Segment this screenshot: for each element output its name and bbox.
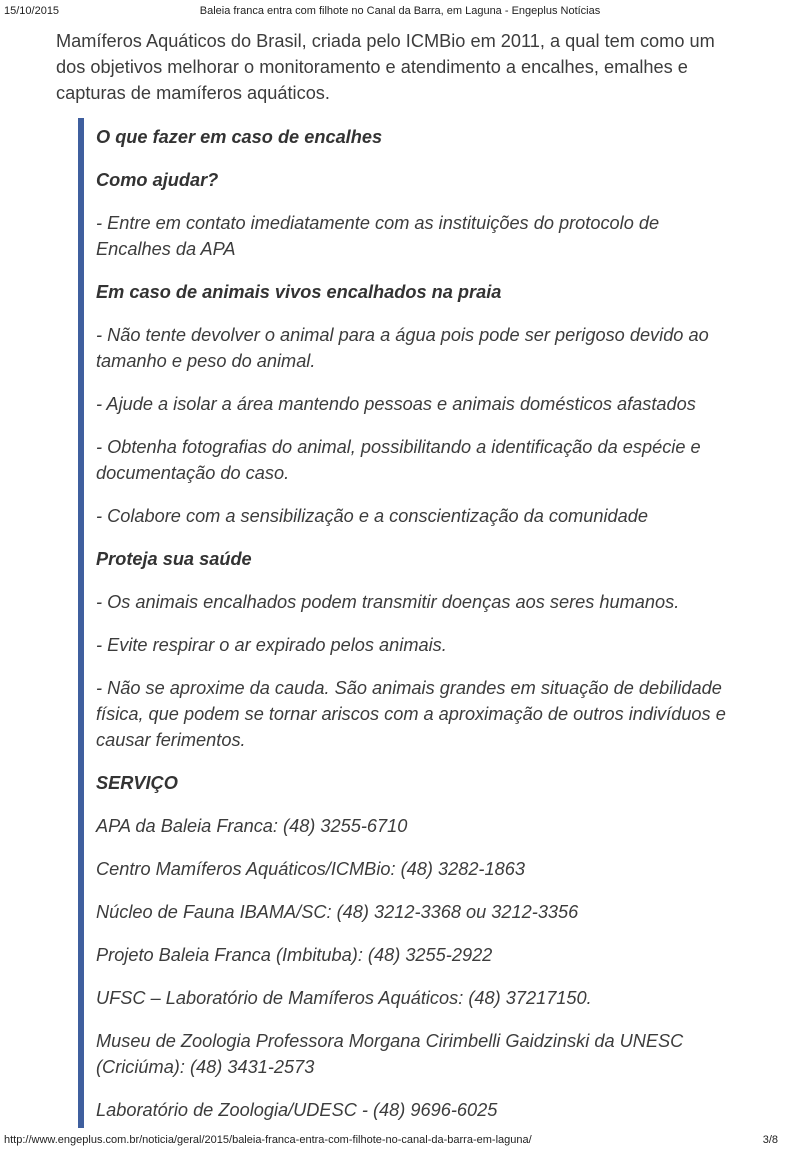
intro-paragraph: Mamíferos Aquáticos do Brasil, criada pelo ICMBio em 2011, a qual tem como um dos objetivos melhorar o monitoramento e atendimento a encalhes, emalhes e capturas de mamíferos aquáticos. (56, 31, 715, 103)
contact-entry: Centro Mamíferos Aquáticos/ICMBio: (48) 3282-1863 (96, 859, 525, 879)
heading-como-ajudar: Como ajudar? (96, 170, 219, 190)
heading-animais-vivos: Em caso de animais vivos encalhados na praia (96, 282, 502, 302)
contact-entry: APA da Baleia Franca: (48) 3255-6710 (96, 816, 408, 836)
list-item: - Colabore com a sensibilização e a conscientização da comunidade (96, 506, 649, 526)
list-item: - Não tente devolver o animal para a água pois pode ser perigoso devido ao tamanho e peso do animal. (96, 325, 709, 371)
contact-entry: Museu de Zoologia Professora Morgana Cirimbelli Gaidzinski da UNESC (Criciúma): (48) 3431-2573 (96, 1031, 684, 1077)
contact-entry: Núcleo de Fauna IBAMA/SC: (48) 3212-3368 ou 3212-3356 (96, 902, 579, 922)
contact-protocol-text: - Entre em contato imediatamente com as instituições do protocolo de Encalhes da APA (96, 213, 660, 259)
list-item: - Ajude a isolar a área mantendo pessoas e animais domésticos afastados (96, 394, 696, 414)
heading-encalhes: O que fazer em caso de encalhes (96, 127, 383, 147)
list-item: - Evite respirar o ar expirado pelos animais. (96, 635, 447, 655)
contact-entry: Projeto Baleia Franca (Imbituba): (48) 3255-2922 (96, 945, 493, 965)
contact-entry: UFSC – Laboratório de Mamíferos Aquáticos: (48) 37217150. (96, 988, 592, 1008)
print-url: http://www.engeplus.com.br/noticia/geral/2015/baleia-franca-entra-com-filhote-no-canal-da-barra-em-laguna/ (4, 1134, 532, 1146)
print-page-title: Baleia franca entra com filhote no Canal da Barra, em Laguna - Engeplus Notícias (199, 5, 601, 17)
heading-proteja-saude: Proteja sua saúde (96, 549, 252, 569)
list-item: - Os animais encalhados podem transmitir doenças aos seres humanos. (96, 592, 680, 612)
print-footer (0, 1132, 800, 1150)
list-item: - Não se aproxime da cauda. São animais grandes em situação de debilidade física, que podem se tornar ariscos com a aproximação de outros indivíduos e causar ferimentos. (96, 678, 726, 750)
blockquote (78, 118, 738, 1128)
heading-servico: SERVIÇO (96, 773, 178, 793)
print-header (0, 0, 800, 22)
print-date: 15/10/2015 (4, 5, 60, 17)
contact-entry: Laboratório de Zoologia/UDESC - (48) 9696-6025 (96, 1100, 498, 1120)
page-number: 3/8 (762, 1134, 778, 1146)
list-item: - Obtenha fotografias do animal, possibilitando a identificação da espécie e documentação do caso. (96, 437, 701, 483)
